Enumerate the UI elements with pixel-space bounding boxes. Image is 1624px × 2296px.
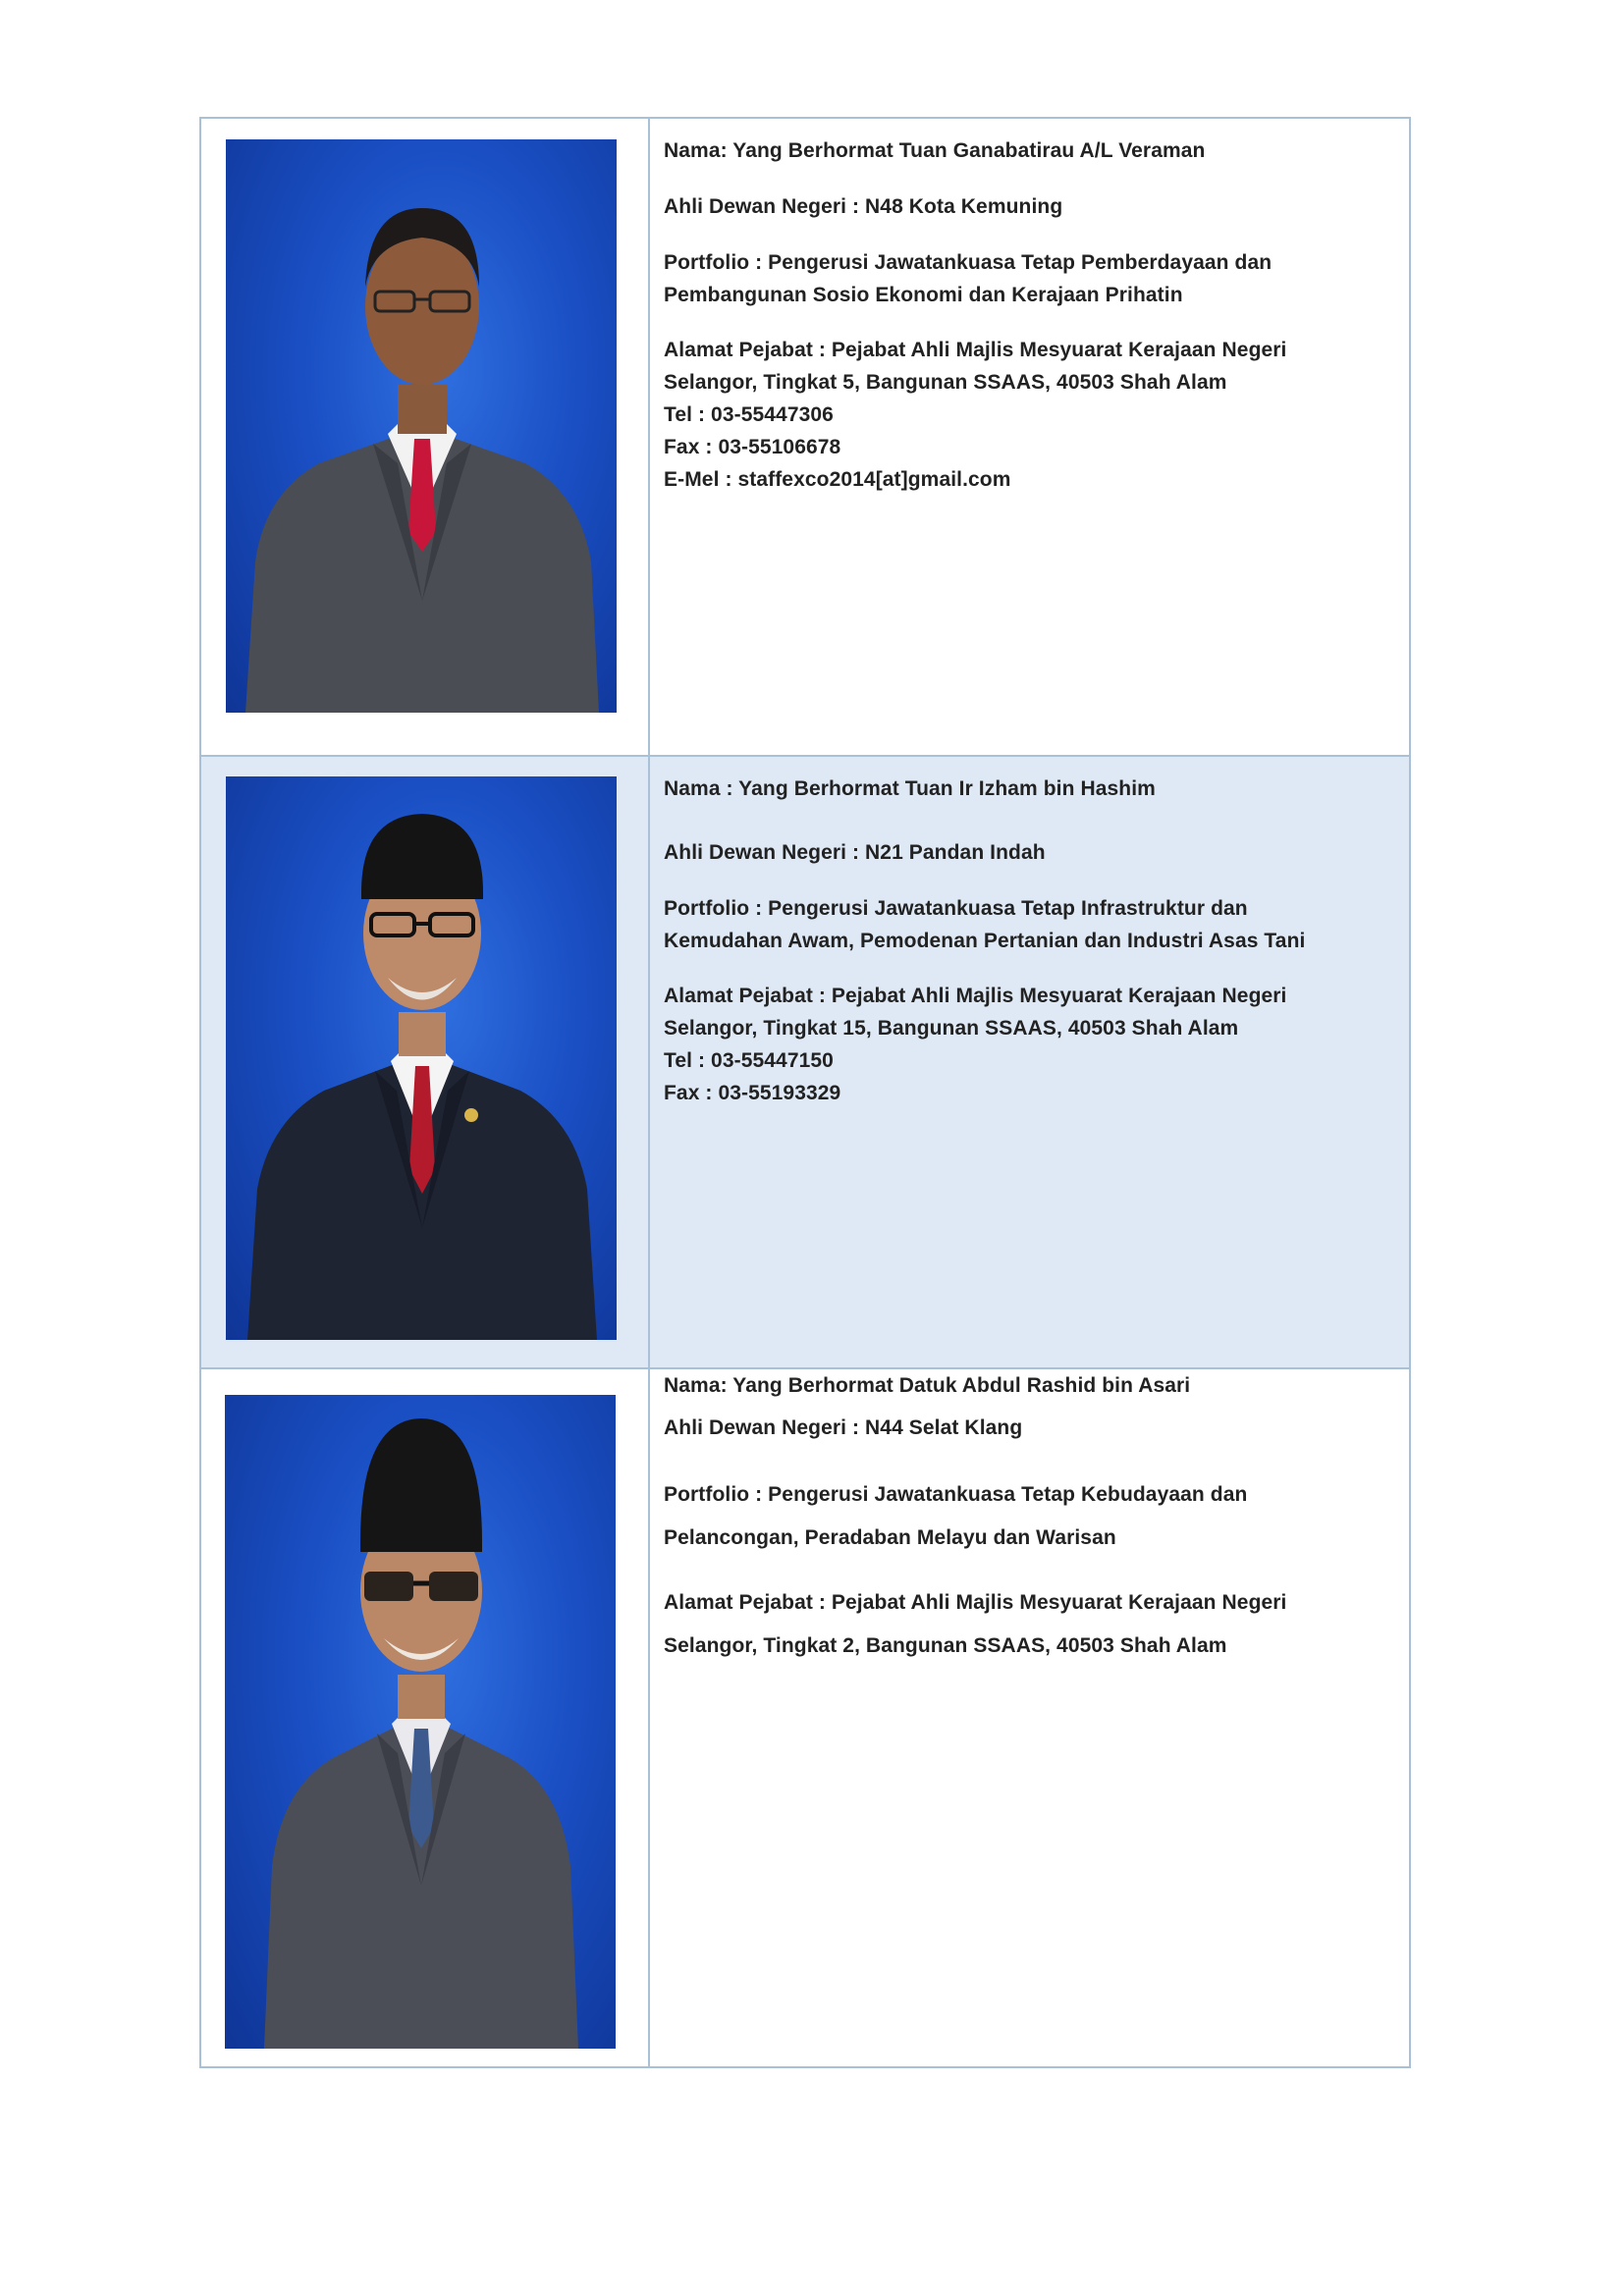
member-address-line2: Selangor, Tingkat 2, Bangunan SSAAS, 40503 Shah Alam: [664, 1634, 1227, 1657]
info-cell: [650, 757, 1409, 1367]
member-name: Nama: Yang Berhormat Tuan Ganabatirau A/L Veraman: [664, 139, 1206, 162]
member-address-line2: Selangor, Tingkat 5, Bangunan SSAAS, 40503 Shah Alam: [664, 371, 1227, 394]
member-fax: Fax : 03-55193329: [664, 1082, 841, 1104]
member-portfolio-line2: Pelancongan, Peradaban Melayu dan Warisan: [664, 1526, 1116, 1549]
member-address-line1: Alamat Pejabat : Pejabat Ahli Majlis Mesyuarat Kerajaan Negeri: [664, 1591, 1287, 1614]
member-address-line1: Alamat Pejabat : Pejabat Ahli Majlis Mesyuarat Kerajaan Negeri: [664, 339, 1287, 361]
member-address-line2: Selangor, Tingkat 15, Bangunan SSAAS, 40503 Shah Alam: [664, 1017, 1239, 1040]
member-tel: Tel : 03-55447306: [664, 403, 834, 426]
member-name: Nama: Yang Berhormat Datuk Abdul Rashid bin Asari: [664, 1374, 1191, 1397]
photo-cell: [201, 119, 650, 755]
member-email: E-Mel : staffexco2014[at]gmail.com: [664, 468, 1011, 491]
member-name: Nama : Yang Berhormat Tuan Ir Izham bin Hashim: [664, 777, 1156, 800]
member-photo: [226, 776, 617, 1340]
members-table: [199, 117, 1411, 2068]
member-row: [201, 1367, 1409, 2066]
member-constituency: Ahli Dewan Negeri : N21 Pandan Indah: [664, 841, 1046, 864]
photo-cell: [201, 1369, 650, 2066]
member-row: [201, 755, 1409, 1367]
member-portfolio-line1: Portfolio : Pengerusi Jawatankuasa Tetap Pemberdayaan dan: [664, 251, 1272, 274]
member-portfolio-line2: Kemudahan Awam, Pemodenan Pertanian dan Industri Asas Tani: [664, 930, 1306, 952]
member-fax: Fax : 03-55106678: [664, 436, 841, 458]
member-address-line1: Alamat Pejabat : Pejabat Ahli Majlis Mesyuarat Kerajaan Negeri: [664, 985, 1287, 1007]
member-constituency: Ahli Dewan Negeri : N48 Kota Kemuning: [664, 195, 1063, 218]
member-portfolio-line1: Portfolio : Pengerusi Jawatankuasa Tetap Infrastruktur dan: [664, 897, 1248, 920]
info-cell: [650, 119, 1409, 755]
photo-cell: [201, 757, 650, 1367]
info-cell: [650, 1369, 1409, 2066]
member-portfolio-line1: Portfolio : Pengerusi Jawatankuasa Tetap Kebudayaan dan: [664, 1483, 1248, 1506]
member-tel: Tel : 03-55447150: [664, 1049, 834, 1072]
member-photo: [226, 139, 617, 713]
member-constituency: Ahli Dewan Negeri : N44 Selat Klang: [664, 1416, 1023, 1439]
member-portfolio-line2: Pembangunan Sosio Ekonomi dan Kerajaan Prihatin: [664, 284, 1183, 306]
member-photo: [225, 1395, 616, 2049]
member-row: [201, 119, 1409, 755]
